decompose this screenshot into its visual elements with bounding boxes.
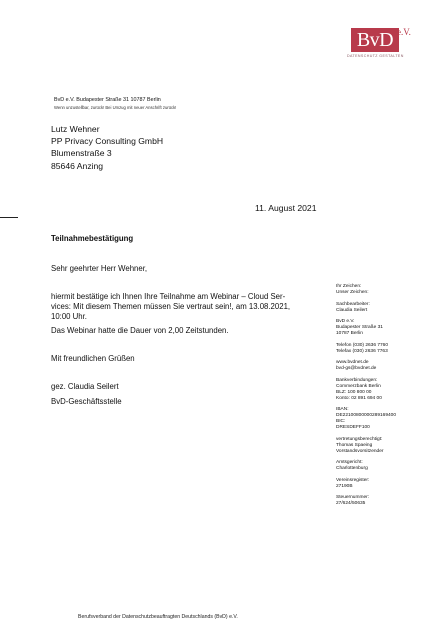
sidebar-line: bvd-gs@bvdnet.de bbox=[336, 366, 377, 371]
sidebar-line: BLZ: 100 800 00 bbox=[336, 389, 372, 395]
sidebar-line: Konto: 02 891 694 00 bbox=[336, 395, 382, 401]
logo-brand: BvD bbox=[351, 28, 399, 52]
signature-office: BvD-Geschäftsstelle bbox=[51, 397, 122, 406]
sidebar-line: Claudia Seilert bbox=[336, 307, 368, 313]
sidebar-line: BvD e.V. bbox=[336, 319, 355, 324]
sidebar-line: Steuernummer: bbox=[336, 495, 370, 500]
sidebar-line: Unser Zeichen: bbox=[336, 290, 369, 295]
sidebar-line: Charlottenburg bbox=[336, 466, 368, 471]
closing: Mit freundlichen Grüßen bbox=[51, 354, 135, 363]
sender-note: Wenn unzustellbar, zurück! Bei Umzug mit neuer Anschrift zurück! bbox=[54, 105, 177, 110]
sidebar-group bbox=[336, 360, 436, 372]
sidebar-line: Commerzbank Berlin bbox=[336, 383, 381, 389]
sidebar-line: Ihr Zeichen: bbox=[336, 284, 362, 289]
logo-tagline: DATENSCHUTZ GESTALTEN bbox=[347, 54, 404, 58]
fold-mark bbox=[0, 217, 18, 218]
sidebar-line: 27/624/50635 bbox=[336, 501, 366, 506]
contact-sidebar bbox=[336, 284, 436, 513]
recipient-line: 85646 Anzing bbox=[51, 160, 104, 171]
body-line: hiermit bestätige ich Ihnen Ihre Teilnahme am Webinar – Cloud Ser- bbox=[51, 292, 286, 301]
body-line: 10:00 Uhr. bbox=[51, 312, 87, 321]
sidebar-group bbox=[336, 495, 436, 507]
recipient-line: PP Privacy Consulting GmbH bbox=[51, 136, 164, 147]
sidebar-line: DRESDEFF100 bbox=[336, 425, 370, 430]
sidebar-line: Thomas Spaeing bbox=[336, 442, 373, 448]
sidebar-group bbox=[336, 378, 436, 402]
sidebar-line: IBAN: bbox=[336, 407, 349, 412]
bvd-logo bbox=[347, 27, 411, 60]
sidebar-line: vertretungsberechtigt: bbox=[336, 436, 383, 442]
sidebar-group bbox=[336, 343, 436, 355]
sidebar-line: Bankverbindungen: bbox=[336, 377, 378, 383]
sidebar-group bbox=[336, 437, 436, 455]
recipient-line: Blumenstraße 3 bbox=[51, 148, 112, 159]
sidebar-line: Budapester Straße 31 bbox=[336, 325, 383, 330]
sender-line bbox=[54, 97, 176, 111]
sender-address: BvD e.V. Budapester Straße 31 10787 Berlin bbox=[54, 97, 161, 103]
salutation: Sehr geehrter Herr Wehner, bbox=[51, 264, 148, 273]
sidebar-group bbox=[336, 284, 436, 296]
recipient-line: Lutz Wehner bbox=[51, 124, 100, 134]
sidebar-line: Telefax (030) 2636 7763 bbox=[336, 348, 388, 354]
sidebar-line: www.bvdnet.de bbox=[336, 360, 369, 365]
sidebar-line: Amtsgericht: bbox=[336, 460, 363, 465]
letter-subject: Teilnahmebestätigung bbox=[51, 234, 134, 243]
sidebar-line: Telefon (030) 2636 7760 bbox=[336, 342, 389, 348]
body-line: vices: Mit diesem Themen müssen Sie vertraut sein!, am 13.08.2021, bbox=[51, 302, 291, 311]
duration-line: Das Webinar hatte die Dauer von 2,00 Zeitstunden. bbox=[51, 326, 229, 335]
signature-name: gez. Claudia Seilert bbox=[51, 382, 119, 391]
sidebar-group bbox=[336, 302, 436, 314]
sidebar-line: Sachbearbeiter: bbox=[336, 301, 370, 307]
letter-date: 11. August 2021 bbox=[255, 203, 317, 213]
sidebar-line: 27190B bbox=[336, 483, 353, 489]
sidebar-line: Vorstandsvorsitzender bbox=[336, 448, 384, 454]
sidebar-group bbox=[336, 407, 436, 431]
page-footer: Berufsverband der Datenschutzbeauftragten Deutschlands (BvD) e.V. bbox=[78, 614, 238, 620]
logo-suffix: e.V. bbox=[397, 27, 411, 37]
sidebar-group bbox=[336, 319, 436, 337]
letter-body bbox=[51, 292, 321, 322]
sidebar-line: Vereinsregister: bbox=[336, 477, 370, 483]
recipient-address bbox=[51, 123, 163, 172]
sidebar-line: 10787 Berlin bbox=[336, 331, 363, 336]
sidebar-line: BIC: bbox=[336, 419, 346, 424]
sidebar-group bbox=[336, 460, 436, 472]
sidebar-group bbox=[336, 478, 436, 490]
sidebar-line: DE22100800000289169400 bbox=[336, 413, 397, 418]
